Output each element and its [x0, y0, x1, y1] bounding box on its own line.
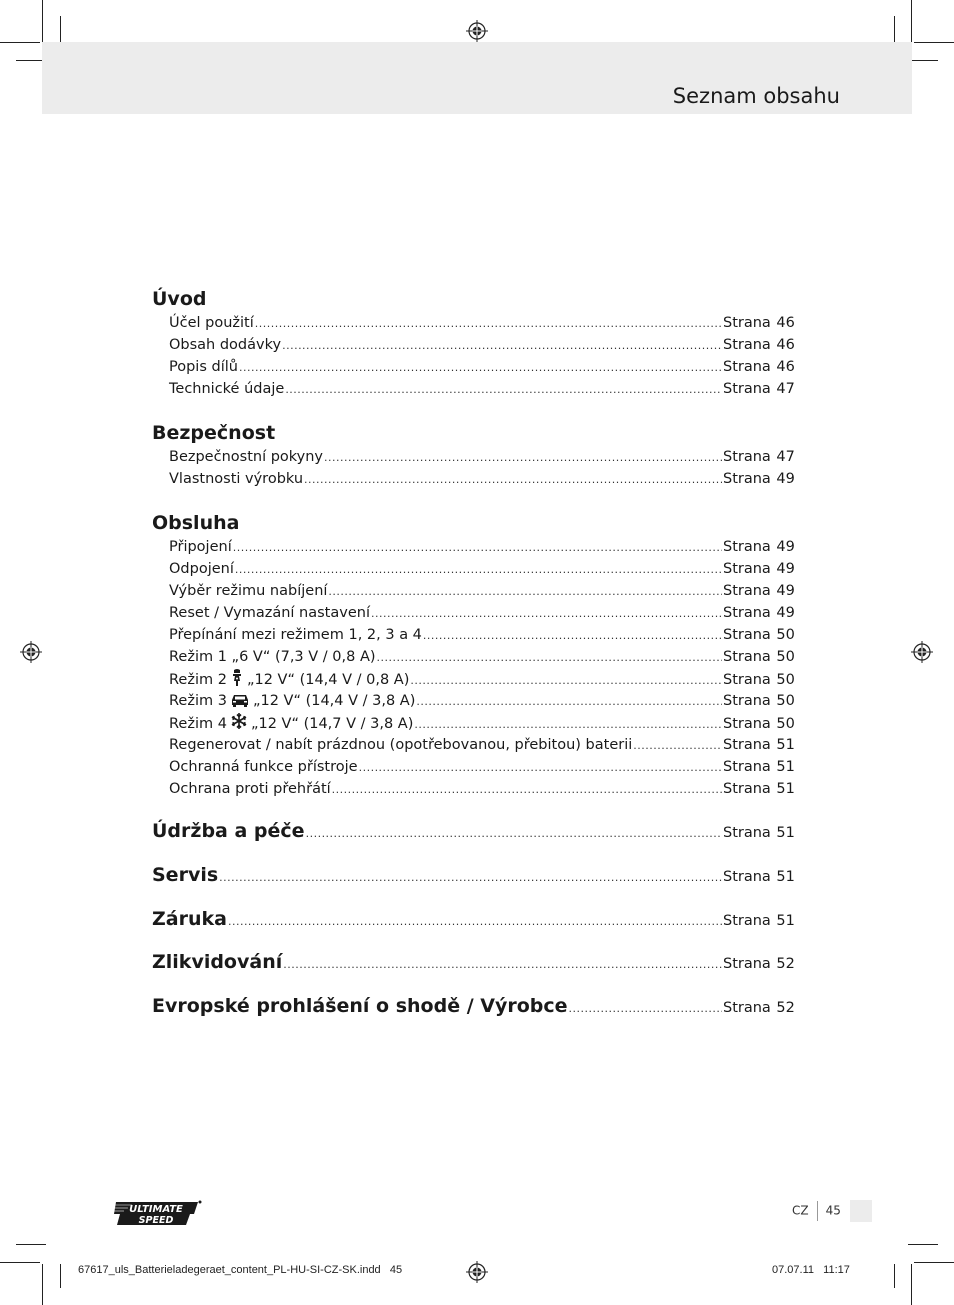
- crop-mark: [911, 1264, 912, 1305]
- section-heading: Servis: [152, 864, 219, 886]
- leader-dots: [371, 603, 722, 625]
- toc-entry[interactable]: [152, 668, 798, 690]
- crop-mark: [0, 1262, 40, 1263]
- toc-section-obsluha: [152, 510, 798, 800]
- date-slug: 07.07.11 11:17: [772, 1264, 850, 1276]
- toc-entry[interactable]: [152, 356, 798, 378]
- toc-entry-page: Strana 49: [723, 583, 795, 599]
- crop-mark: [894, 1264, 895, 1288]
- section-heading: Obsluha: [152, 512, 240, 534]
- toc-entry-label: Reset / Vymazání nastavení: [169, 605, 370, 621]
- toc-entry-label: Výběr režimu nabíjení: [169, 583, 328, 599]
- toc-section-uvod: [152, 286, 798, 400]
- toc-entry-label: Regenerovat / nabít prázdnou (opotřebovanou, přebitou) baterii: [169, 737, 633, 753]
- toc-entry[interactable]: [152, 378, 798, 400]
- toc-entry-label: Bezpečnostní pokyny: [169, 449, 324, 465]
- toc-entry-label: Režim 4 „12 V“ (14,7 V / 3,8 A): [169, 712, 413, 735]
- section-heading: Údržba a péče: [152, 820, 305, 842]
- toc-entry[interactable]: [152, 312, 798, 334]
- leader-dots: [416, 691, 722, 713]
- toc-entry[interactable]: [152, 558, 798, 580]
- toc-entry[interactable]: [152, 580, 798, 602]
- registration-mark-icon: [466, 20, 488, 42]
- leader-dots: [324, 447, 722, 469]
- leader-dots: [414, 714, 722, 736]
- toc-entry-label: Obsah dodávky: [169, 337, 282, 353]
- toc-entry-page: Strana 46: [723, 337, 795, 353]
- leader-dots: [423, 625, 722, 647]
- page-title: Seznam obsahu: [672, 84, 840, 108]
- toc-entry[interactable]: [152, 468, 798, 490]
- toc-entry-page: Strana 51: [723, 869, 795, 885]
- registration-mark-icon: [911, 641, 933, 663]
- toc-entry-label: Přepínání mezi režimem 1, 2, 3 a 4: [169, 627, 422, 643]
- toc-entry-page: Strana 49: [723, 471, 795, 487]
- crop-mark: [914, 42, 954, 43]
- toc-entry-page: Strana 51: [723, 737, 795, 753]
- leader-dots: [569, 996, 722, 1022]
- leader-dots: [410, 670, 722, 692]
- leader-dots: [633, 735, 722, 757]
- crop-mark: [42, 0, 43, 46]
- toc-entry-page: Strana 51: [723, 825, 795, 841]
- toc-heading-entry[interactable]: [152, 949, 798, 975]
- toc-entry-page: Strana 46: [723, 359, 795, 375]
- toc-entry-page: Strana 50: [723, 693, 795, 709]
- leader-dots: [255, 313, 722, 335]
- toc-entry-page: Strana 51: [723, 913, 795, 929]
- toc-entry-label: Popis dílů: [169, 359, 238, 375]
- file-slug: 67617_uls_Batterieladegeraet_content_PL-HU-SI-CZ-SK.indd 45: [78, 1264, 403, 1276]
- snowflake-icon: [230, 712, 248, 730]
- toc-entry-page: Strana 49: [723, 561, 795, 577]
- toc-entry-label: Účel použití: [169, 315, 254, 331]
- toc-entry[interactable]: [152, 536, 798, 558]
- svg-text:SPEED: SPEED: [138, 1215, 174, 1226]
- toc-section-bezpecnost: [152, 420, 798, 490]
- crop-mark: [914, 1262, 954, 1263]
- toc-entry[interactable]: [152, 690, 798, 712]
- crop-mark: [42, 1264, 43, 1305]
- leader-dots: [304, 469, 722, 491]
- toc-entry[interactable]: [152, 734, 798, 756]
- registration-mark-icon: [20, 641, 42, 663]
- toc-entry[interactable]: [152, 334, 798, 356]
- section-heading: Zlikvidování: [152, 951, 283, 973]
- toc-entry-page: Strana 50: [723, 716, 795, 732]
- ultimate-speed-logo: [114, 1198, 202, 1228]
- toc-entry-label: Připojení: [169, 539, 232, 555]
- toc-entry-page: Strana 49: [723, 605, 795, 621]
- toc-entry-label: Vlastnosti výrobku: [169, 471, 304, 487]
- leader-dots: [332, 779, 722, 801]
- toc-entry-page: Strana 52: [723, 1000, 795, 1016]
- leader-dots: [328, 581, 722, 603]
- motorcycle-icon: [230, 668, 244, 686]
- footer-page-indicator: [792, 1201, 841, 1221]
- toc-entry-label: Ochranná funkce přístroje: [169, 759, 358, 775]
- leader-dots: [235, 559, 722, 581]
- crop-mark: [911, 0, 912, 46]
- leader-dots: [282, 335, 722, 357]
- leader-dots: [359, 757, 722, 779]
- leader-dots: [377, 647, 722, 669]
- leader-dots: [283, 952, 722, 978]
- toc-entry-page: Strana 50: [723, 627, 795, 643]
- registration-mark-icon: [466, 1261, 488, 1283]
- toc-entry-page: Strana 52: [723, 956, 795, 972]
- leader-dots: [228, 909, 722, 935]
- toc-entry-label: Odpojení: [169, 561, 234, 577]
- toc-entry-page: Strana 49: [723, 539, 795, 555]
- toc-entry-page: Strana 50: [723, 672, 795, 688]
- crop-mark: [908, 1244, 938, 1245]
- toc-entry-page: Strana 51: [723, 759, 795, 775]
- toc-heading-entry[interactable]: [152, 906, 798, 932]
- toc-entry[interactable]: [152, 778, 798, 800]
- section-heading: Bezpečnost: [152, 422, 276, 444]
- toc-heading-entry[interactable]: [152, 993, 798, 1019]
- leader-dots: [239, 357, 722, 379]
- toc-entry[interactable]: [152, 756, 798, 778]
- toc-entry-label: Režim 2 „12 V“ (14,4 V / 0,8 A): [169, 668, 409, 691]
- toc-entry-label: Režim 1 „6 V“ (7,3 V / 0,8 A): [169, 649, 376, 665]
- toc-entry-page: Strana 47: [723, 381, 795, 397]
- table-of-contents: [152, 286, 798, 1019]
- toc-heading-entry[interactable]: [152, 862, 798, 888]
- crop-mark: [908, 60, 938, 61]
- leader-dots: [233, 537, 722, 559]
- crop-mark: [60, 1264, 61, 1288]
- toc-entry[interactable]: [152, 446, 798, 468]
- toc-entry[interactable]: [152, 624, 798, 646]
- toc-entry-page: Strana 51: [723, 781, 795, 797]
- leader-dots: [285, 379, 722, 401]
- toc-entry-label: Ochrana proti přehřátí: [169, 781, 331, 797]
- toc-entry[interactable]: [152, 602, 798, 624]
- crop-mark: [0, 42, 40, 43]
- toc-entry-page: Strana 46: [723, 315, 795, 331]
- crop-mark: [16, 1244, 46, 1245]
- toc-entry-label: Režim 3 „12 V“ (14,4 V / 3,8 A): [169, 693, 416, 709]
- toc-entry[interactable]: [152, 712, 798, 734]
- toc-entry-page: Strana 47: [723, 449, 795, 465]
- section-heading: Záruka: [152, 908, 227, 930]
- section-heading: Úvod: [152, 288, 207, 310]
- leader-dots: [306, 821, 722, 847]
- toc-entry[interactable]: [152, 646, 798, 668]
- section-heading: Evropské prohlášení o shodě / Výrobce: [152, 995, 568, 1017]
- toc-entry-label: Technické údaje: [169, 381, 285, 397]
- toc-heading-entry[interactable]: [152, 818, 798, 844]
- toc-entry-page: Strana 50: [723, 649, 795, 665]
- page-number: 45: [825, 1203, 841, 1218]
- footer-tab-box: [850, 1200, 872, 1222]
- svg-text:ULTIMATE: ULTIMATE: [129, 1204, 183, 1215]
- leader-dots: [219, 865, 722, 891]
- language-code: CZ: [792, 1203, 809, 1218]
- car-icon: [230, 693, 250, 707]
